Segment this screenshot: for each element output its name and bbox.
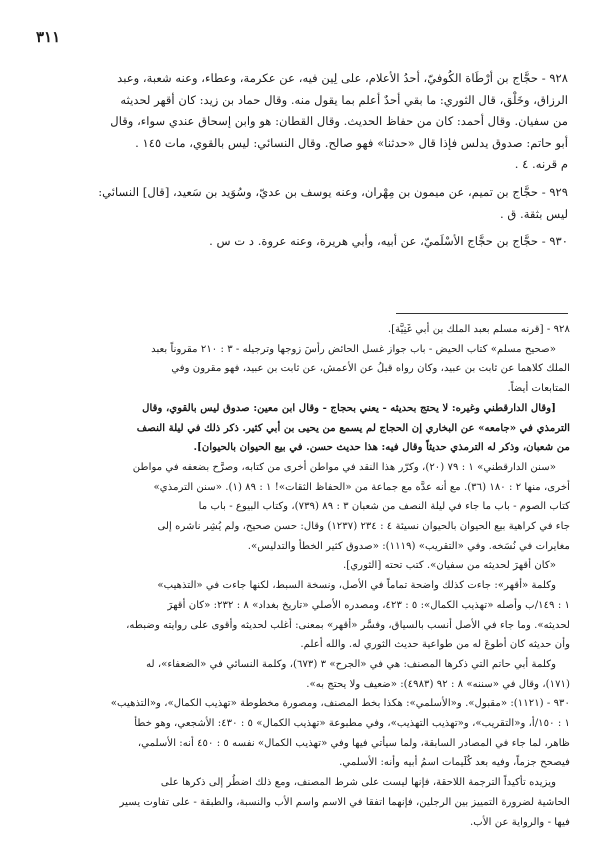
footnote-line: الحاشية لضرورة التمييز بين الرجلين، فإنهما اتفقا في الاسم واسم الأب والنسبة، والطبقة - على تفاوت يسير [119, 796, 570, 808]
footnote-line: ظاهر، لما جاء في المصادر السابقة، ولما سيأتي فيها وفي «تهذيب الكمال» نفسه ٥ : ٤٥٠ أنه: الأسلمي، [137, 737, 570, 749]
footnote-line: المتابعات أيضاً. [507, 383, 570, 395]
footnote-line: «صحيح مسلم» كتاب الحيض - باب جواز غسل الحائض رأسَ زوجها وترجيله - ٣ : ٢١٠ مقروناً بعبد [151, 343, 556, 355]
footnote-line: الملك كلاهما عن ثابت بن عبيد، وكان رواه قبلُ عن الأعمش، عن ثابت بن عبيد، فهو مقرون وفي [171, 363, 570, 375]
footnote-line: [وقال الدارقطني وغيره: لا يحتج بحديثه - يعني بحجاج - وقال ابن معين: صدوق ليس بالقوي، وقال [142, 401, 556, 414]
footnote-line: فيها - والرواية عن الأب. [470, 816, 570, 828]
footnote-line: لحديثه». وما جاء في الأصل أنسب بالسياق، وفسَّر «أقهر» بمعنى: أغلب لحديثه وأقوى على روايته وضبطه، [126, 619, 570, 631]
main-text [28, 68, 568, 253]
footnote-line: من شعبان، وذكر له الترمذي حديثاً وقال فيه: هذا حديث حسن. في بيع الحيوان بالحيوان]. [193, 441, 570, 454]
footnote-line: وأن حديثه كان أطوعَ له من طواعية حديث الثوري له. والله أعلم. [300, 639, 570, 651]
footnote-line: «سنن الدارقطني» ١ : ٧٩ (٢٠)، وكرّر هذا النقد في مواطن أخرى من كتابه، وصرَّح بضعفه في مواطن [132, 461, 556, 473]
footnote-line: ويزيده تأكيداً الترجمة اللاحقة، فإنها ليست على شرط المصنف، ومع ذلك اضطُر إلى ذكرها على [160, 777, 556, 789]
footnote-line: أخرى، منها ٢ : ١٨٠ (٣٦). مع أنه عدَّه مع جماعة من «الحفاظ الثقات»! ١ : ٨٩ (١). «سنن الترمذي» [153, 481, 570, 493]
footnote-line: مغايرات في نُسَخه. وفي «التقريب» (١١١٩): «صدوق كثير الخطأ والتدليس». [247, 540, 570, 552]
page-number: ٣١١ [36, 28, 61, 46]
entry-929 [28, 182, 568, 225]
footnote-line: وكلمة أبي حاتم التي ذكرها المصنف: هي في «الجرح» ٣ (٦٧٣)، وكلمة النسائي في «الضعفاء»، له [146, 658, 556, 670]
footnote-line: ١ : ١٤٩/ب وأصله «تهذيب الكمال»: ٥ : ٤٢٣، ومصدره الأصلي «تاريخ بغداد» ٨ : ٢٣٢: «كان أقهرَ [167, 599, 570, 611]
entry-line: م قرنه. ٤ . [514, 157, 568, 172]
entry-line: ٩٢٩ - حجَّاج بن تميم، عن ميمون بن مِهْران، وعنه يوسف بن عديّ، وسُوَيد بن سَعيد، [قال] النسائي: [98, 184, 568, 199]
entry-line: أبو حاتم: صدوق يدلس فإذا قال «حدثنا» فهو صالح. وقال النسائي: ليس بالقوي، مات ١٤٥ . [135, 135, 568, 150]
footnote-divider [396, 313, 568, 314]
entry-line: من سفيان. وقال أحمد: كان من حفاظ الحديث. وقال القطان: هو وابن إسحاق عندي سواء، وقال [110, 114, 568, 129]
entry-928 [28, 68, 568, 176]
footnote-line: كتاب الصوم - باب ما جاء في ليلة النصف من شعبان ٣ : ٨٩ (٧٣٩)، وكتاب البيوع - باب ما [198, 501, 570, 513]
entry-line: ٩٢٨ - حجَّاج بن أرْطَاة الكُوفيّ، أحدُ الأعلام، على لِين فيه، عن عكرمة، وعطاء، وعنه شعبة، وعبد [117, 71, 568, 85]
footnotes [30, 320, 570, 832]
footnote-line: «كان أقهرَ لحديثه من سفيان». كتب تحته [الثوري]. [342, 560, 556, 572]
footnote-line: ٩٢٨ - [قرنه مسلم بعبد الملك بن أبي غَنِيَّة]. [387, 324, 570, 335]
entry-930 [28, 231, 568, 253]
entry-line: الرزاق، وخَلْق، قال الثوري: ما بقي أحدٌ أعلم بما يقول منه. وقال حماد بن زيد: كان أقهر لحديثه [120, 92, 568, 107]
footnote-line: وكلمة «أقهر»: جاءت كذلك واضحة تماماً في الأصل، ونسخة السبط، لكنها جاءت في «التذهيب» [157, 580, 556, 592]
footnote-line: فيصحح جزماً، وفيه بعد كُلَيمات اسمُ أبيه وأنه: الأسلمي. [339, 757, 570, 769]
footnote-line: (١٧١)، وقال في «سننه» ٨ : ٩٢ (٤٩٨٣): «ضعيف ولا يحتج به». [306, 678, 570, 690]
footnote-line: ٩٣٠ - (١١٢١): «مقبول». و«الأسلمي»: هكذا بخط المصنف، ومصورة مخطوطة «تهذيب الكمال»، و«التذهيب» [110, 698, 570, 710]
entry-line: ٩٣٠ - حجَّاج بن حجَّاج الأسْلَميّ، عن أبيه، وأبي هريرة، وعنه عروة. د ت س . [209, 234, 568, 249]
footnote-line: جاء في كراهية بيع الحيوان بالحيوان نسيئة ٤ : ٢٣٤ (١٢٣٧) وقال: حسن صحيح، ولم يُشِر ناشره إلى [157, 521, 570, 533]
entry-line: ليس بثقة. ق . [499, 206, 568, 221]
footnote-line: الترمذي في «جامعه» عن البخاري إن الحجاج لم يسمع من يحيى بن أبي كثير. ذكر ذلك في ليلة النصف [136, 421, 570, 434]
footnote-line: ١ : ١٥٠/أ، و«التقريب»، و«تهذيب التهذيب»، وفي مطبوعة «تهذيب الكمال» ٥ : ٤٣٠: الأشجعي، وهو خطأ [134, 718, 570, 730]
